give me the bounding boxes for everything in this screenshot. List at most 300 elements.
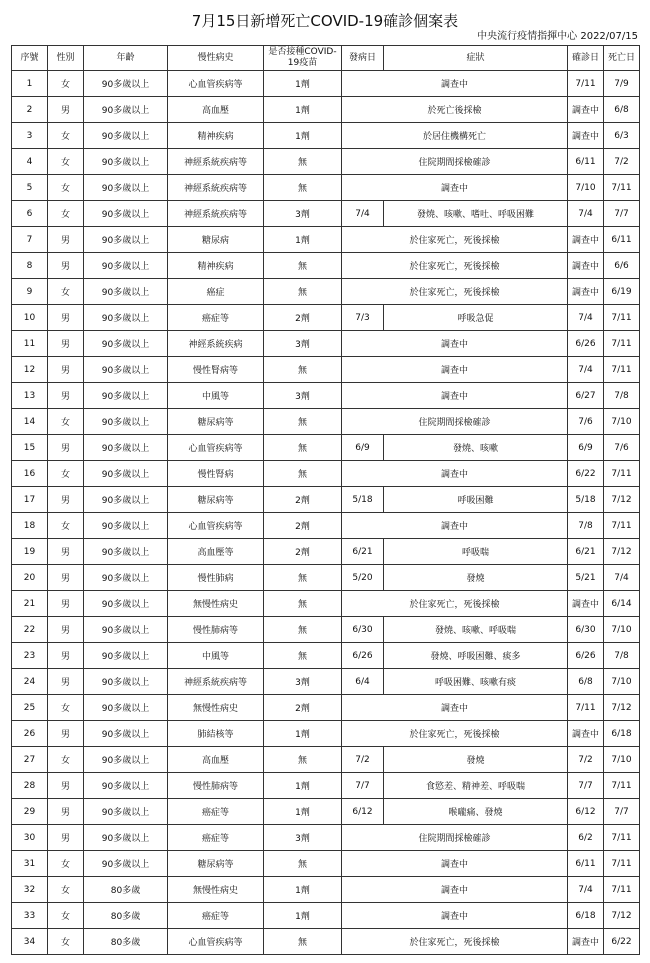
cell-history: 高血壓 <box>168 747 264 773</box>
table-row <box>12 97 640 123</box>
page-title: 7月15日新增死亡COVID-19確診個案表 <box>191 12 459 30</box>
cell-confirm: 6/21 <box>568 539 604 565</box>
cell-age: 90多歲以上 <box>84 851 168 877</box>
cell-death: 7/2 <box>604 149 640 175</box>
cell-no: 22 <box>12 617 48 643</box>
cell-confirm: 7/8 <box>568 513 604 539</box>
cell-vaccine: 3劑 <box>264 331 342 357</box>
cell-symptom: 於居住機構死亡 <box>342 123 568 149</box>
cell-death: 7/8 <box>604 643 640 669</box>
cell-vaccine: 無 <box>264 851 342 877</box>
cell-confirm: 6/30 <box>568 617 604 643</box>
cell-age: 90多歲以上 <box>84 71 168 97</box>
cell-age: 90多歲以上 <box>84 721 168 747</box>
cell-no: 10 <box>12 305 48 331</box>
cell-no: 23 <box>12 643 48 669</box>
cell-history: 糖尿病等 <box>168 851 264 877</box>
cell-symptom: 於住家死亡，死後採檢 <box>342 279 568 305</box>
table-row <box>12 617 640 643</box>
cell-sex: 男 <box>48 487 84 513</box>
cell-confirm: 6/22 <box>568 461 604 487</box>
cell-confirm: 6/12 <box>568 799 604 825</box>
cell-onset: 7/3 <box>342 305 384 331</box>
cell-sex: 女 <box>48 409 84 435</box>
cell-age: 90多歲以上 <box>84 305 168 331</box>
cell-symptom: 於住家死亡，死後採檢 <box>342 227 568 253</box>
cell-age: 90多歲以上 <box>84 123 168 149</box>
header-sex: 性別 <box>48 46 84 71</box>
cell-no: 3 <box>12 123 48 149</box>
cell-age: 90多歲以上 <box>84 331 168 357</box>
cell-age: 90多歲以上 <box>84 695 168 721</box>
cell-onset: 6/21 <box>342 539 384 565</box>
cell-confirm: 6/27 <box>568 383 604 409</box>
cell-confirm: 5/18 <box>568 487 604 513</box>
cell-death: 6/19 <box>604 279 640 305</box>
cell-confirm: 6/2 <box>568 825 604 851</box>
cell-age: 90多歲以上 <box>84 487 168 513</box>
cell-history: 精神疾病 <box>168 253 264 279</box>
cell-history: 高血壓 <box>168 97 264 123</box>
cell-symptom: 呼吸困難 <box>384 487 568 513</box>
table-row <box>12 279 640 305</box>
cell-history: 精神疾病 <box>168 123 264 149</box>
cell-onset: 6/30 <box>342 617 384 643</box>
cell-age: 90多歲以上 <box>84 175 168 201</box>
cell-symptom: 調查中 <box>342 357 568 383</box>
table-row <box>12 929 640 955</box>
cell-onset: 6/12 <box>342 799 384 825</box>
cell-symptom: 調查中 <box>342 851 568 877</box>
cell-onset: 7/4 <box>342 201 384 227</box>
header-confirm: 確診日 <box>568 46 604 71</box>
cell-symptom: 呼吸急促 <box>384 305 568 331</box>
cell-death: 6/11 <box>604 227 640 253</box>
cell-age: 90多歲以上 <box>84 669 168 695</box>
cell-no: 5 <box>12 175 48 201</box>
cell-symptom: 喉嚨痛、發燒 <box>384 799 568 825</box>
cell-symptom: 調查中 <box>342 695 568 721</box>
cell-confirm: 6/26 <box>568 643 604 669</box>
cell-sex: 女 <box>48 695 84 721</box>
cell-confirm: 7/4 <box>568 201 604 227</box>
cell-vaccine: 2劑 <box>264 487 342 513</box>
cell-history: 無慢性病史 <box>168 877 264 903</box>
cell-symptom: 於死亡後採檢 <box>342 97 568 123</box>
table-row <box>12 71 640 97</box>
table-row <box>12 357 640 383</box>
cell-sex: 男 <box>48 799 84 825</box>
cell-symptom: 於住家死亡，死後採檢 <box>342 591 568 617</box>
cell-sex: 男 <box>48 591 84 617</box>
cell-sex: 女 <box>48 903 84 929</box>
cell-onset: 7/7 <box>342 773 384 799</box>
cell-onset: 6/26 <box>342 643 384 669</box>
cell-death: 6/8 <box>604 97 640 123</box>
cell-death: 7/11 <box>604 305 640 331</box>
cell-confirm: 6/11 <box>568 851 604 877</box>
cell-vaccine: 1劑 <box>264 877 342 903</box>
cell-no: 1 <box>12 71 48 97</box>
cell-no: 19 <box>12 539 48 565</box>
cell-age: 90多歲以上 <box>84 825 168 851</box>
cell-history: 慢性肺病 <box>168 565 264 591</box>
cell-vaccine: 1劑 <box>264 227 342 253</box>
cell-symptom: 調查中 <box>342 383 568 409</box>
table-row <box>12 877 640 903</box>
cell-symptom: 住院期間採檢確診 <box>342 149 568 175</box>
cell-death: 7/11 <box>604 825 640 851</box>
cell-symptom: 食慾差、精神差、呼吸喘 <box>384 773 568 799</box>
cell-symptom: 於住家死亡，死後採檢 <box>342 929 568 955</box>
cell-vaccine: 無 <box>264 253 342 279</box>
cell-history: 糖尿病 <box>168 227 264 253</box>
cell-history: 無慢性病史 <box>168 591 264 617</box>
cell-death: 7/6 <box>604 435 640 461</box>
header-no: 序號 <box>12 46 48 71</box>
cell-sex: 男 <box>48 669 84 695</box>
cell-death: 7/8 <box>604 383 640 409</box>
cell-age: 90多歲以上 <box>84 539 168 565</box>
cell-confirm: 調查中 <box>568 123 604 149</box>
cell-vaccine: 無 <box>264 643 342 669</box>
cell-history: 神經系統疾病 <box>168 331 264 357</box>
cell-vaccine: 無 <box>264 357 342 383</box>
cell-sex: 女 <box>48 929 84 955</box>
cell-vaccine: 無 <box>264 617 342 643</box>
cell-symptom: 住院期間採檢確診 <box>342 825 568 851</box>
cell-sex: 女 <box>48 123 84 149</box>
cell-symptom: 發燒、咳嗽、呼吸喘 <box>384 617 568 643</box>
cell-age: 90多歲以上 <box>84 409 168 435</box>
cell-vaccine: 2劑 <box>264 539 342 565</box>
cell-age: 90多歲以上 <box>84 747 168 773</box>
cell-sex: 男 <box>48 305 84 331</box>
cell-history: 癌症等 <box>168 305 264 331</box>
cell-history: 慢性腎病等 <box>168 357 264 383</box>
cell-sex: 女 <box>48 461 84 487</box>
table-row <box>12 539 640 565</box>
cell-sex: 男 <box>48 357 84 383</box>
cell-symptom: 調查中 <box>342 877 568 903</box>
cell-sex: 女 <box>48 513 84 539</box>
cell-age: 90多歲以上 <box>84 591 168 617</box>
cell-vaccine: 3劑 <box>264 825 342 851</box>
cell-sex: 男 <box>48 643 84 669</box>
cell-onset: 6/9 <box>342 435 384 461</box>
cell-confirm: 6/11 <box>568 149 604 175</box>
cell-vaccine: 無 <box>264 929 342 955</box>
cell-confirm: 調查中 <box>568 591 604 617</box>
cell-death: 6/18 <box>604 721 640 747</box>
cell-sex: 男 <box>48 825 84 851</box>
cell-age: 90多歲以上 <box>84 513 168 539</box>
cell-no: 9 <box>12 279 48 305</box>
cell-no: 25 <box>12 695 48 721</box>
table-row <box>12 851 640 877</box>
cell-death: 7/11 <box>604 851 640 877</box>
table-row <box>12 331 640 357</box>
cell-history: 心血管疾病等 <box>168 929 264 955</box>
table-row <box>12 201 640 227</box>
table-row <box>12 695 640 721</box>
header-age: 年齡 <box>84 46 168 71</box>
cell-vaccine: 3劑 <box>264 383 342 409</box>
table-row <box>12 149 640 175</box>
cell-confirm: 6/26 <box>568 331 604 357</box>
cell-history: 中風等 <box>168 643 264 669</box>
cell-age: 90多歲以上 <box>84 149 168 175</box>
cell-no: 29 <box>12 799 48 825</box>
cell-confirm: 6/18 <box>568 903 604 929</box>
table-row <box>12 123 640 149</box>
cell-history: 神經系統疾病等 <box>168 201 264 227</box>
cell-symptom: 調查中 <box>342 175 568 201</box>
cell-sex: 男 <box>48 383 84 409</box>
cell-vaccine: 2劑 <box>264 695 342 721</box>
cell-sex: 男 <box>48 435 84 461</box>
cell-sex: 男 <box>48 565 84 591</box>
cell-vaccine: 1劑 <box>264 903 342 929</box>
cell-history: 神經系統疾病等 <box>168 149 264 175</box>
cell-confirm: 7/7 <box>568 773 604 799</box>
cell-age: 90多歲以上 <box>84 773 168 799</box>
cell-confirm: 6/9 <box>568 435 604 461</box>
cell-history: 無慢性病史 <box>168 695 264 721</box>
cell-confirm: 調查中 <box>568 97 604 123</box>
cell-no: 16 <box>12 461 48 487</box>
cell-onset: 7/2 <box>342 747 384 773</box>
cell-vaccine: 1劑 <box>264 721 342 747</box>
table-row <box>12 487 640 513</box>
cell-no: 27 <box>12 747 48 773</box>
cell-age: 90多歲以上 <box>84 461 168 487</box>
cell-symptom: 呼吸喘 <box>384 539 568 565</box>
cell-confirm: 5/21 <box>568 565 604 591</box>
cell-vaccine: 無 <box>264 461 342 487</box>
header-history: 慢性病史 <box>168 46 264 71</box>
cell-history: 心血管疾病等 <box>168 71 264 97</box>
cell-sex: 男 <box>48 721 84 747</box>
cell-no: 33 <box>12 903 48 929</box>
cell-death: 7/10 <box>604 747 640 773</box>
cell-history: 心血管疾病等 <box>168 435 264 461</box>
header-death: 死亡日 <box>604 46 640 71</box>
cell-sex: 女 <box>48 201 84 227</box>
cell-symptom: 調查中 <box>342 903 568 929</box>
table-row <box>12 565 640 591</box>
cell-sex: 女 <box>48 175 84 201</box>
cell-sex: 男 <box>48 773 84 799</box>
cell-age: 90多歲以上 <box>84 435 168 461</box>
cell-vaccine: 無 <box>264 747 342 773</box>
cell-age: 90多歲以上 <box>84 617 168 643</box>
cell-confirm: 7/4 <box>568 305 604 331</box>
cell-history: 癌症等 <box>168 799 264 825</box>
cell-history: 癌症 <box>168 279 264 305</box>
cell-symptom: 呼吸困難、咳嗽有痰 <box>384 669 568 695</box>
cell-symptom: 於住家死亡，死後採檢 <box>342 721 568 747</box>
cell-death: 7/11 <box>604 357 640 383</box>
cell-death: 7/11 <box>604 513 640 539</box>
cell-vaccine: 3劑 <box>264 201 342 227</box>
cell-no: 21 <box>12 591 48 617</box>
table-row <box>12 513 640 539</box>
cell-confirm: 7/6 <box>568 409 604 435</box>
cell-sex: 男 <box>48 617 84 643</box>
cell-death: 7/9 <box>604 71 640 97</box>
cell-confirm: 7/4 <box>568 877 604 903</box>
cell-sex: 男 <box>48 97 84 123</box>
cell-no: 20 <box>12 565 48 591</box>
cell-symptom: 發燒、呼吸困難、痰多 <box>384 643 568 669</box>
table-row <box>12 747 640 773</box>
cell-age: 90多歲以上 <box>84 565 168 591</box>
cell-death: 6/6 <box>604 253 640 279</box>
cell-sex: 女 <box>48 149 84 175</box>
cell-symptom: 調查中 <box>342 331 568 357</box>
table-row <box>12 175 640 201</box>
cell-no: 8 <box>12 253 48 279</box>
table-row <box>12 227 640 253</box>
cell-no: 11 <box>12 331 48 357</box>
cell-no: 15 <box>12 435 48 461</box>
cell-onset: 6/4 <box>342 669 384 695</box>
cell-history: 癌症等 <box>168 903 264 929</box>
cell-symptom: 住院期間採檢確診 <box>342 409 568 435</box>
cell-sex: 女 <box>48 747 84 773</box>
cell-confirm: 7/11 <box>568 695 604 721</box>
cell-age: 90多歲以上 <box>84 227 168 253</box>
cell-sex: 男 <box>48 227 84 253</box>
cell-vaccine: 2劑 <box>264 513 342 539</box>
cell-no: 4 <box>12 149 48 175</box>
cell-history: 神經系統疾病等 <box>168 175 264 201</box>
cell-no: 31 <box>12 851 48 877</box>
cell-death: 7/10 <box>604 617 640 643</box>
cell-sex: 男 <box>48 331 84 357</box>
cell-vaccine: 無 <box>264 435 342 461</box>
cell-history: 慢性肺病等 <box>168 773 264 799</box>
cell-sex: 女 <box>48 851 84 877</box>
cell-vaccine: 1劑 <box>264 123 342 149</box>
cell-vaccine: 無 <box>264 149 342 175</box>
cell-confirm: 6/8 <box>568 669 604 695</box>
cell-age: 80多歲 <box>84 903 168 929</box>
header-row <box>12 46 640 71</box>
cell-death: 7/4 <box>604 565 640 591</box>
cell-vaccine: 1劑 <box>264 799 342 825</box>
cell-no: 12 <box>12 357 48 383</box>
table-row <box>12 435 640 461</box>
cell-confirm: 調查中 <box>568 929 604 955</box>
cell-death: 7/12 <box>604 903 640 929</box>
cell-no: 28 <box>12 773 48 799</box>
table-row <box>12 591 640 617</box>
cell-symptom: 發燒、咳嗽、嗜吐、呼吸困難 <box>384 201 568 227</box>
cell-death: 6/3 <box>604 123 640 149</box>
cell-no: 26 <box>12 721 48 747</box>
header-vaccine: 是否接種COVID-19疫苗 <box>264 46 342 71</box>
cell-history: 心血管疾病等 <box>168 513 264 539</box>
cell-vaccine: 1劑 <box>264 97 342 123</box>
cell-confirm: 調查中 <box>568 253 604 279</box>
cell-onset: 5/18 <box>342 487 384 513</box>
cell-age: 90多歲以上 <box>84 357 168 383</box>
cell-death: 6/22 <box>604 929 640 955</box>
cell-vaccine: 3劑 <box>264 669 342 695</box>
cell-symptom: 調查中 <box>342 461 568 487</box>
cell-symptom: 發燒 <box>384 565 568 591</box>
cell-vaccine: 無 <box>264 409 342 435</box>
cell-no: 7 <box>12 227 48 253</box>
table-row <box>12 773 640 799</box>
table-body <box>12 71 640 955</box>
cell-confirm: 7/4 <box>568 357 604 383</box>
cell-death: 7/7 <box>604 201 640 227</box>
cell-no: 24 <box>12 669 48 695</box>
table-row <box>12 669 640 695</box>
cell-onset: 5/20 <box>342 565 384 591</box>
cell-vaccine: 無 <box>264 175 342 201</box>
cell-history: 癌症等 <box>168 825 264 851</box>
cell-death: 7/11 <box>604 461 640 487</box>
cell-death: 7/10 <box>604 669 640 695</box>
cell-vaccine: 1劑 <box>264 773 342 799</box>
table-row <box>12 721 640 747</box>
table-row <box>12 383 640 409</box>
cell-death: 7/12 <box>604 695 640 721</box>
cell-confirm: 7/10 <box>568 175 604 201</box>
cell-no: 17 <box>12 487 48 513</box>
source-date: 中央流行疫情指揮中心 2022/07/15 <box>477 31 638 42</box>
table-row <box>12 461 640 487</box>
cell-confirm: 7/2 <box>568 747 604 773</box>
cell-sex: 男 <box>48 539 84 565</box>
cell-symptom: 發燒 <box>384 747 568 773</box>
header-symptom: 症狀 <box>384 46 568 71</box>
cell-confirm: 調查中 <box>568 279 604 305</box>
cell-age: 80多歲 <box>84 929 168 955</box>
cell-vaccine: 2劑 <box>264 305 342 331</box>
cell-death: 7/11 <box>604 175 640 201</box>
death-case-table <box>11 45 640 955</box>
cell-symptom: 於住家死亡，死後採檢 <box>342 253 568 279</box>
cell-age: 90多歲以上 <box>84 643 168 669</box>
cell-age: 90多歲以上 <box>84 253 168 279</box>
cell-sex: 男 <box>48 253 84 279</box>
cell-death: 7/11 <box>604 331 640 357</box>
cell-age: 90多歲以上 <box>84 383 168 409</box>
table-row <box>12 825 640 851</box>
table-row <box>12 799 640 825</box>
cell-death: 7/7 <box>604 799 640 825</box>
cell-history: 高血壓等 <box>168 539 264 565</box>
cell-history: 慢性腎病 <box>168 461 264 487</box>
cell-sex: 女 <box>48 279 84 305</box>
cell-death: 7/12 <box>604 487 640 513</box>
cell-sex: 女 <box>48 877 84 903</box>
cell-symptom: 調查中 <box>342 71 568 97</box>
cell-no: 18 <box>12 513 48 539</box>
cell-history: 肺結核等 <box>168 721 264 747</box>
cell-no: 30 <box>12 825 48 851</box>
table-row <box>12 903 640 929</box>
cell-age: 80多歲 <box>84 877 168 903</box>
cell-history: 慢性肺病等 <box>168 617 264 643</box>
table-row <box>12 253 640 279</box>
cell-no: 6 <box>12 201 48 227</box>
